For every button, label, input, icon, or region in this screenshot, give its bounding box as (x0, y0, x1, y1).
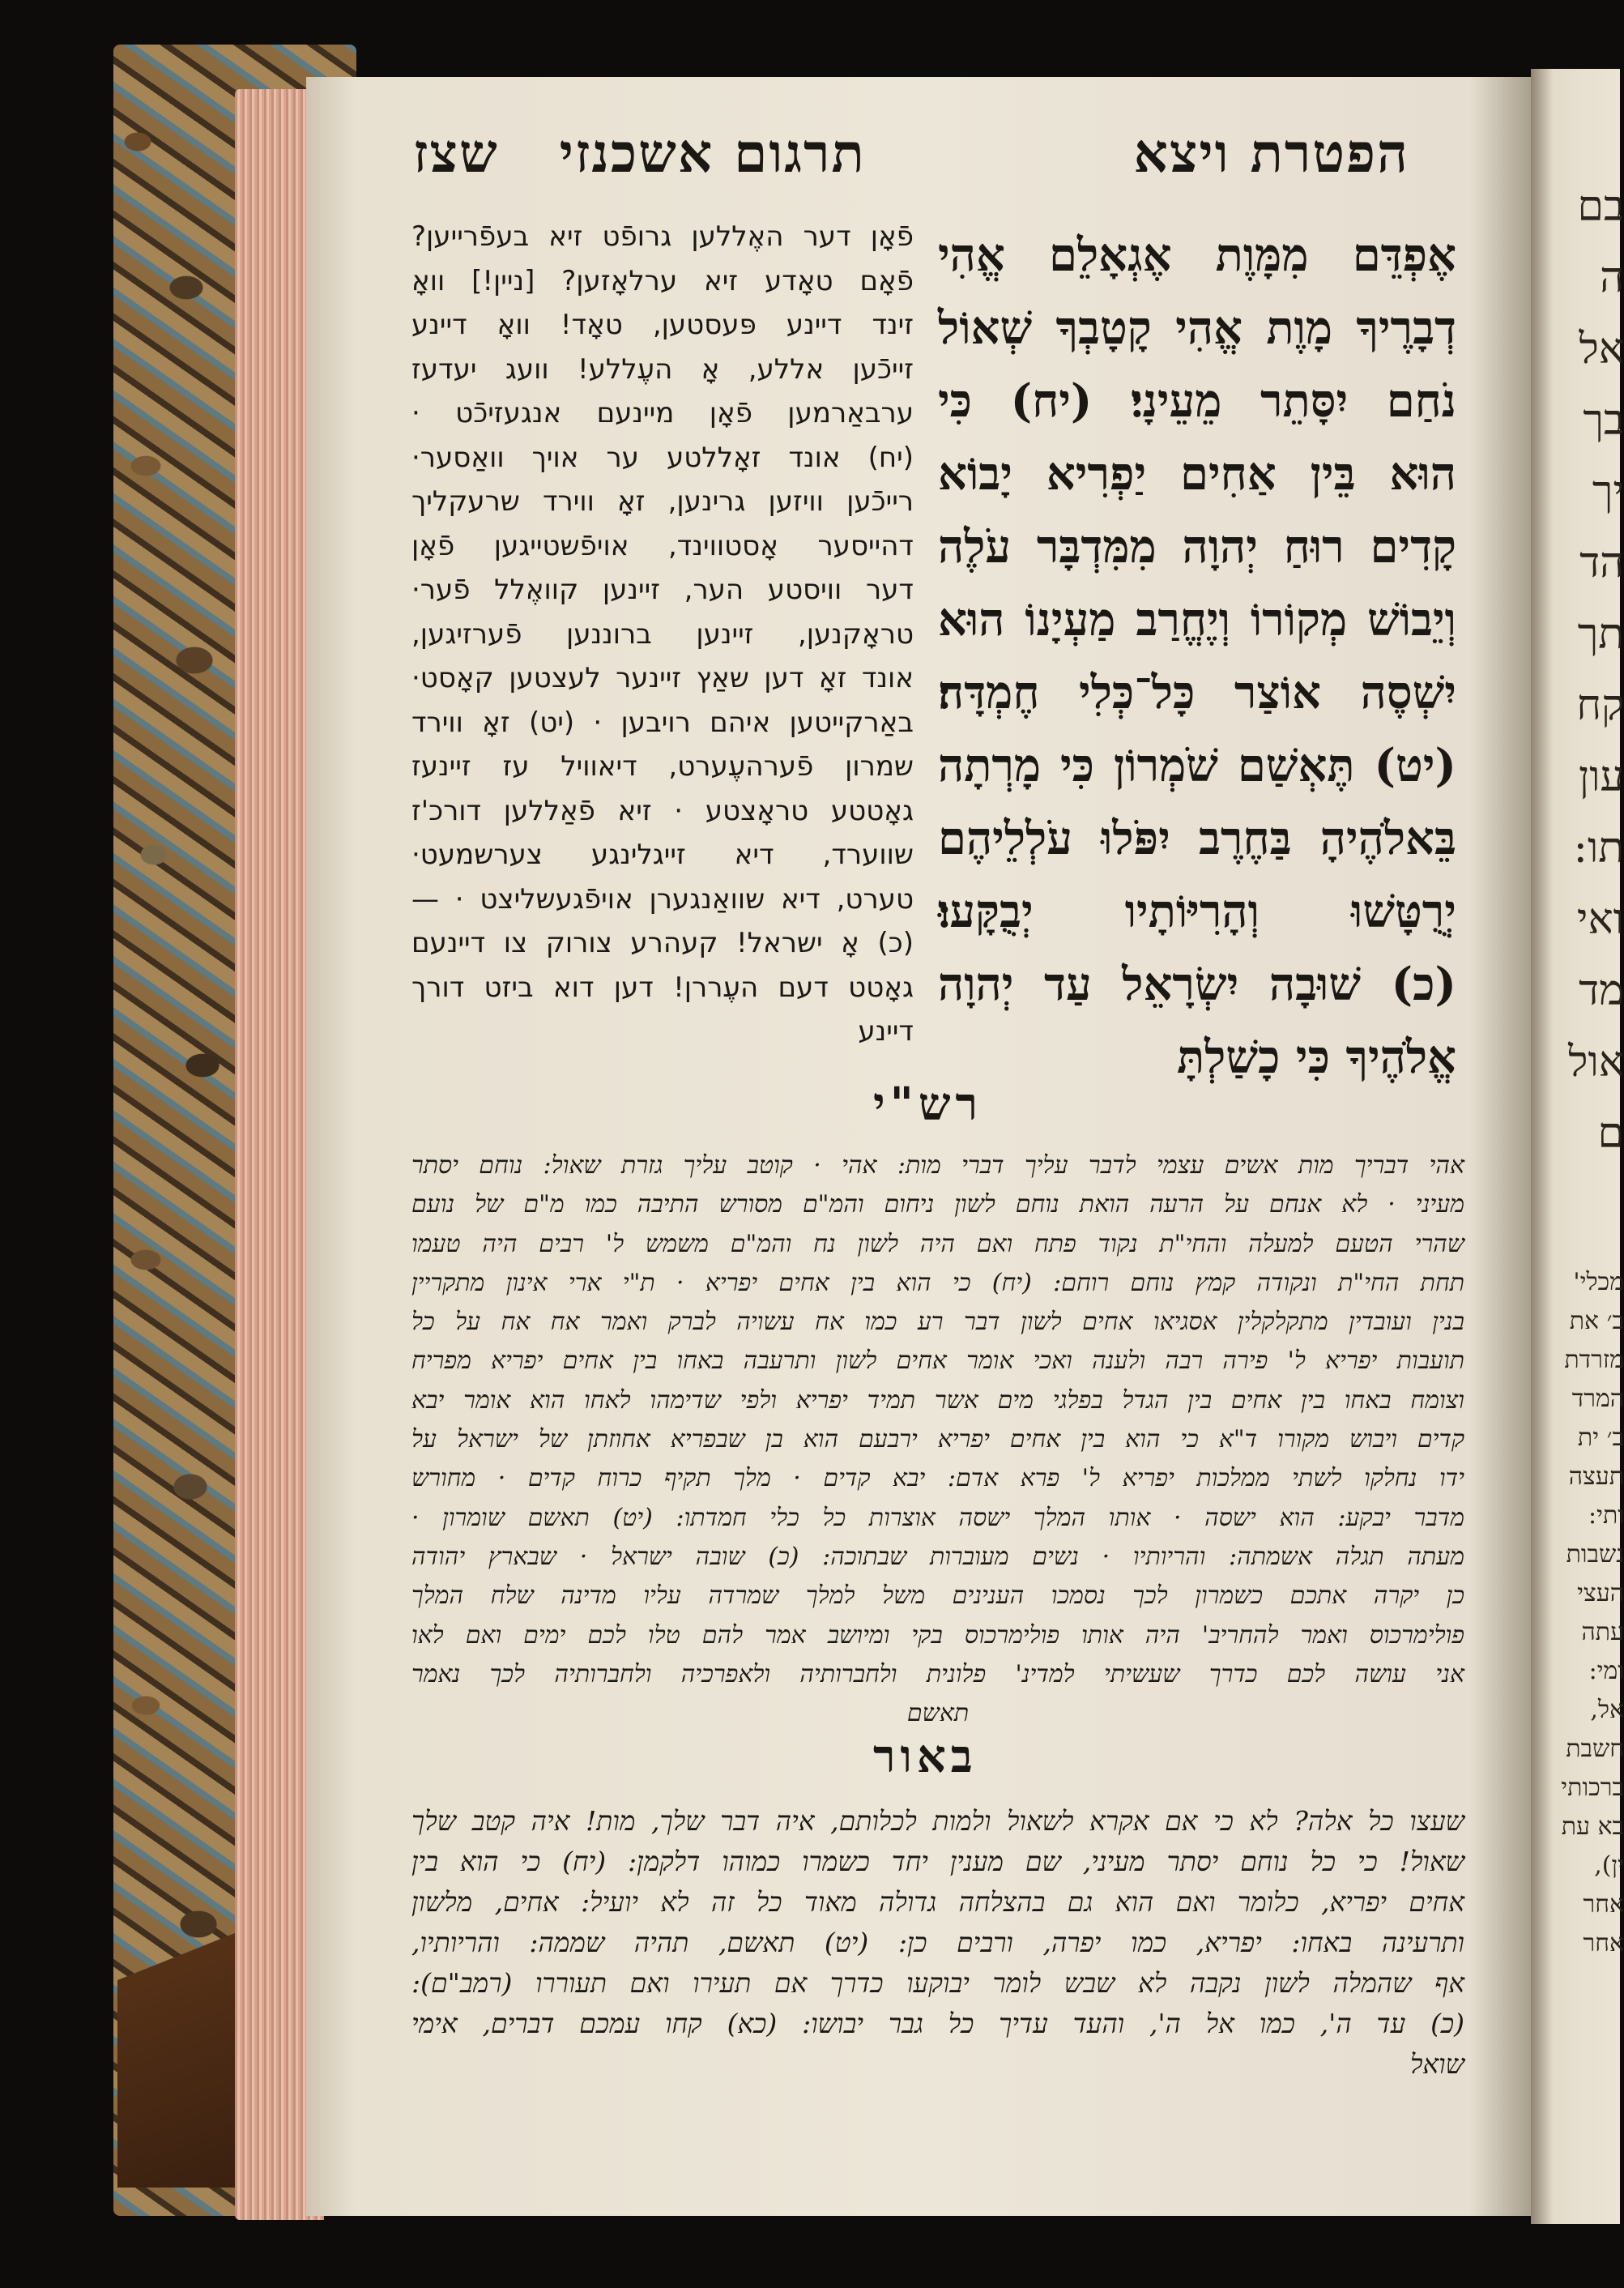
text-line: נֹחַם יִסָּתֵר מֵעֵינָי׃ (יח) כִּי (938, 374, 1456, 428)
text-line: יְרֻטָּשׁוּ וְהָרִיּוֹתָיו יְבֻקָּעוּ׃ (938, 885, 1456, 938)
text-line: באַרקייטען איהם רויבען · (יט) זאָ ווירד (411, 706, 914, 739)
text-line: פֿאָם טאָדע זיא ערלאָזען? [ניין!] וואָ (411, 264, 914, 297)
text-line: דער וויסטע הער, זיינען קוואֶלל פֿער· (411, 574, 914, 606)
text-line: בנין ועובדין מתקלקלין אסגיאו אחים לשון דבר רע כמו אח עשויה לברק ואמר אח אח על כל (411, 1308, 1464, 1337)
text-line: שאול! כי כל נוחם יסתר מעיני, שם מענין יחד כשמרו כמוהו דלקמן: (יח) כי הוא בין (411, 1846, 1464, 1877)
text-line: שמרון פֿערהעֶערט, דיאוויל עז זיינעז (411, 750, 914, 783)
text-line: יִשְׁסֶה אוֹצַר כָּל־כְּלִי חֶמְדָּה׃ (938, 666, 1456, 719)
facing-page-small-fragment: ב׳ את (1569, 1307, 1624, 1335)
facing-page-small-fragment: בא עת (1561, 1812, 1624, 1841)
facing-page-fragment: בך (1583, 396, 1624, 445)
text-line: ערבאַרמען פֿאָן מיינעם אנגעזיכֿט · (411, 397, 914, 429)
facing-page-fragment: מד (1579, 967, 1624, 1015)
rashi-title: רש"י (873, 1078, 983, 1131)
facing-page-small-fragment: תעצה (1568, 1462, 1624, 1491)
text-line: ותרעינה באחו: יפריא, כמו יפרה, ורבים כן: (יט) תאשם, תהיה שממה: והריותיו, (411, 1927, 1464, 1958)
text-line: תחת החי"ת ונקודה קמץ נוחם רוחם: (יח) כי הוא בין אחים יפריא · ת"י ארי אינון מתקריין (411, 1268, 1464, 1297)
page-number: שצז (413, 122, 499, 185)
text-line: אחים יפריא, כלומר ואם הוא גם בהצלחה גדולה מאוד כל זה לא יועיל: אחים, מלשון (411, 1886, 1464, 1918)
text-line: כן יקרה אתכם כשמרון לכך נסמכו הענינים משל למלך שמרדה עליו מדינה שלח המלך (411, 1582, 1464, 1611)
facing-page-small-fragment: אל, (1590, 1696, 1624, 1724)
facing-page (1531, 69, 1624, 2224)
facing-page-fragment: אול (1568, 1038, 1624, 1086)
facing-page-small-fragment: ברכותי (1561, 1774, 1624, 1802)
facing-page-fragment: קח (1576, 681, 1624, 730)
facing-page-small-fragment: מכלי' (1573, 1268, 1624, 1296)
facing-page-small-fragment: ין), (1594, 1851, 1624, 1880)
book-page (306, 77, 1531, 2216)
text-line: גאָטטע טראָצטע · זיא פֿאַללען דורכ'ז (411, 794, 914, 827)
facing-page-fragment: אל (1579, 325, 1624, 374)
text-line: מעיני · לא אנחם על הרעה הואת נוחם לשון ניחום והמ"ם מסורש התיבה כמו מ"ם של נועם (411, 1190, 1464, 1219)
facing-page-fragment: ה (1600, 254, 1624, 302)
text-line: תאשם (906, 1699, 970, 1728)
facing-page-small-fragment: מזרדת (1564, 1346, 1624, 1374)
facing-page-small-fragment: נשבות (1566, 1540, 1624, 1569)
text-line: דְבָרֶיךָ מָוֶת אֱהִי קָטָבְךָ שְׁאוֹל (938, 301, 1456, 355)
text-line: גאָטט דעם העֶררן! דען דוא ביזט דורך (411, 971, 914, 1004)
text-line: אף שהמלה לשון נקבה לא שבש לומר יבוקעו כדרך אם תעירו ואם תעוררו (רמב"ם): (411, 1967, 1464, 1999)
facing-page-fragment: ם (1597, 1109, 1624, 1158)
facing-page-small-fragment: העצי (1577, 1579, 1624, 1607)
text-line: ידו נחלקו לשתי ממלכות יפריא ל' פרא אדם: יבא קדים · מלך תקיף כרוח קדים · מחורש (411, 1464, 1464, 1493)
text-line: קָדִים רוּחַ יְהוָה מִמִּדְבָּר עֹלֶה (938, 520, 1456, 574)
text-line: אהי דבריך מות אשים עצמי לדבר עליך דברי מות: אהי · קוטב עליך גזרת שאול: נוחם יסתר (411, 1151, 1464, 1180)
text-line: אני עושה לכם כדרך שעשיתי למדינ' פלונית ולחברותיה ולאפרכיה ולחברותיה לכך נאמר (411, 1659, 1464, 1688)
text-line: שהרי הטעם למעלה והחי"ת נקוד פתח ואם היה לשון נח והמ"ם משמש ל' רבים היה טעמו (411, 1229, 1464, 1258)
facing-page-fragment: תך (1577, 610, 1624, 659)
targum-translation (411, 215, 914, 1054)
text-line: פולימרכוס ואמר להחריב' היה אותו פולימרכוס בקי ומיושב אמר להם טלו לכם ימים ואם לאו (411, 1620, 1464, 1650)
text-line: מעתה תגלה אשמתה: והריותיו · נשים מעוברות שבתוכה: (כ) שובה ישראל · שבארץ יהודה (411, 1542, 1464, 1571)
text-line: זייכֿען אללע, אָ העֶללע! וועג יעדעז (411, 352, 914, 386)
text-line: שעצו כל אלה? לא כי אם אקרא לשאול ולמות לכלותם, איה דבר שלך, מות! איה קטב שלך (411, 1805, 1464, 1837)
facing-page-fragment: יך (1592, 467, 1624, 516)
beur-title: באור (873, 1730, 978, 1783)
targum-header (413, 122, 866, 186)
facing-page-small-fragment: ב׳ ית (1577, 1424, 1624, 1452)
text-line: דיינע (858, 1015, 914, 1048)
text-line: אֶפְדֵּם מִמָּוֶת אֶגְאָלֵם אֱהִי (938, 228, 1456, 282)
text-line: וְיֵבוֹשׁ מְקוֹרוֹ וְיֶחֱרַב מַעְיָנוֹ הוּא (938, 593, 1456, 647)
facing-page-small-fragment: אחר (1583, 1929, 1624, 1957)
facing-page-small-fragment: אחר (1583, 1890, 1624, 1919)
text-line: זינד דיינע פּעסטען, טאָד! וואָ דיינע (411, 309, 914, 341)
text-line: וצומח באחו בין אחים בין הגדל בפלגי מים אשר תמיד יפריא ולפי שדימהו לאחו הוא אומר יבא (411, 1385, 1464, 1415)
text-line: שווערד, דיא זייגלינגע צערשמעט· (411, 839, 914, 871)
text-line: רייכֿען וויזען גרינען, זאָ ווירד שרעקליך (411, 485, 914, 518)
facing-page-fragment: הד (1579, 539, 1624, 587)
text-line: מדבר יבקע: הוא ישסה · אותו המלך ישסה אוצרות כל כלי חמדתו: (יט) תאשם שומרון · (411, 1503, 1464, 1532)
text-line: הוּא בֵּין אַחִים יַפְרִיא יָבוֹא (938, 447, 1456, 501)
targum-title: תרגום אשכנזי (559, 122, 866, 185)
text-line: פֿאָן דער האֶללען גרופֿט זיא בעפֿרייען? (411, 220, 914, 253)
text-line: (כ) עד ה', כמו אל ה', והעד עדיך כל גבר יבושו: (כא) קחו עמכם דברים, אימי (411, 2008, 1464, 2039)
text-line: אונד זאָ דען שאַץ זיינער לעצטען קאָסט· (411, 662, 914, 694)
facing-page-small-fragment: חשבת (1566, 1735, 1624, 1763)
text-line: תועבות יפריא ל' פירה רבה ולענה ואכי אומר אחים לשון ותרעבה באחו בין אחים יפריא מפריח (411, 1347, 1464, 1376)
text-line: קדים ויבוש מקורו ד"א כי הוא בין אחים יפריא ירבעם הוא בן שבפריא אחוזתן של ישראל על (411, 1425, 1464, 1454)
facing-page-small-fragment: עתה (1581, 1618, 1624, 1646)
text-line: (כ) שׁוּבָה יִשְׂרָאֵל עַד יְהוָה (938, 958, 1456, 1011)
text-line: בֵּאלֹהֶיהָ בַּחֶרֶב יִפֹּלוּ עֹלְלֵיהֶם (938, 812, 1456, 865)
facing-page-fragment: עון (1579, 753, 1624, 801)
facing-page-small-fragment: ומי: (1588, 1657, 1624, 1685)
text-line: (יח) אונד זאָללטע ער אויך וואַסער· (411, 441, 914, 474)
facing-page-small-fragment: ותי: (1588, 1501, 1624, 1530)
text-line: טראָקנען, זיינען ברוננען פֿערזיגען, (411, 617, 914, 651)
beur-commentary (411, 1801, 1464, 2085)
facing-page-small-fragment: המרד (1571, 1385, 1624, 1413)
text-line: שואל (1409, 2048, 1464, 2080)
text-line: אֱלֹהֶיךָ כִּי כָשַׁלְתָּ (1177, 1031, 1456, 1084)
text-line: (יט) תֶּאְשַׁם שֹׁמְרוֹן כִּי מָרְתָה (938, 739, 1456, 792)
facing-page-fragment: תו: (1573, 824, 1624, 873)
rashi-commentary (411, 1146, 1464, 1733)
text-line: דהייסער אָסטווינד, אויפֿשטייגען פֿאָן (411, 529, 914, 562)
parsha-title: הפטרת ויצא (1133, 122, 1409, 185)
text-line: (כ) אָ ישראל! קעהרע צורוק צו דיינעם (411, 927, 914, 959)
biblical-text (938, 219, 1456, 1094)
text-line: טערט, דיא שוואַנגערן אויפֿגעשליצט · — (411, 882, 914, 916)
facing-page-fragment: ואי (1576, 895, 1624, 944)
facing-page-fragment: בם (1577, 182, 1624, 231)
